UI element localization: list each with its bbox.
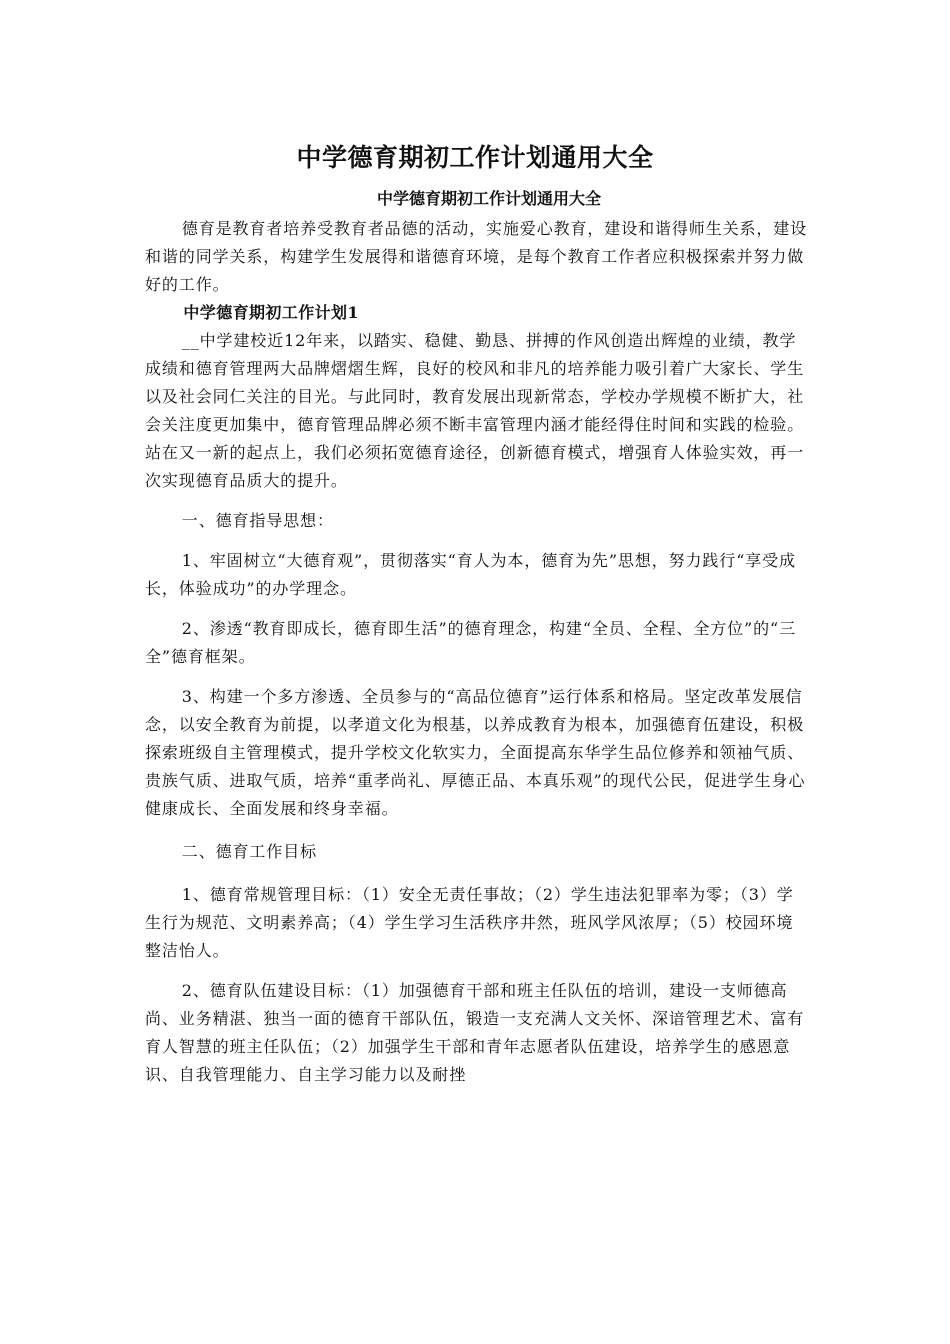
body-paragraph: 3、构建一个多方渗透、全员参与的“高品位德育”运行体系和格局。坚定改革发展信念，以安全教育为前提，以孝道文化为根基，以养成教育为根本，加强德育伍建设，积极探索班级自主管理模式，提升学校文化软实力，全面提高东华学生品位修养和领袖气质、贵族气质、进取气质，培养“重孝尚礼、厚德正品、本真乐观”的现代公民，促进学生身心健康成长、全面发展和终身幸福。 xyxy=(145,687,806,818)
plan-heading: 中学德育期初工作计划1 xyxy=(183,303,359,322)
section-heading-guiding-thought: 一、德育指导思想： xyxy=(181,511,334,530)
body-paragraph: 2、德育队伍建设目标：（1）加强德育干部和班主任队伍的培训，建设一支师德高尚、业务精湛、独当一面的德育干部队伍，锻造一支充满人文关怀、深谙管理艺术、富有育人智慧的班主任队伍；（2）加强学生干部和青年志愿者队伍建设，培养学生的感恩意识、自我管理能力、自主学习能力以及耐挫 xyxy=(145,981,805,1084)
document-subtitle: 中学德育期初工作计划通用大全 xyxy=(376,189,601,208)
body-paragraph: 2、渗透“教育即成长，德育即生活”的德育理念，构建“全员、全程、全方位”的“三全”德育框架。 xyxy=(145,619,796,666)
body-paragraph: 1、德育常规管理目标：（1）安全无责任事故；（2）学生违法犯罪率为零；（3）学生行为规范、文明素养高；（4）学生学习生活秩序井然，班风学风浓厚；（5）校园环境整洁怡人。 xyxy=(145,885,794,960)
intro-paragraph: 德育是教育者培养受教育者品德的活动，实施爱心教育，建设和谐得师生关系，建设和谐的同学关系，构建学生发展得和谐德育环境，是每个教育工作者应积极探索并努力做好的工作。 xyxy=(145,219,808,294)
body-paragraph: __中学建校近12年来，以踏实、稳健、勤恳、拼搏的作风创造出辉煌的业绩，教学成绩和德育管理两大品牌熠熠生辉，良好的校风和非凡的培养能力吸引着广大家长、学生以及社会同仁关注的目光。与此同时，教育发展出现新常态，学校办学规模不断扩大，社会关注度更加集中，德育管理品牌必须不断丰富管理内涵才能经得住时间和实践的检验。站在又一新的起点上，我们必须拓宽德育途径，创新德育模式，增强育人体验实效，再一次实现德育品质大的提升。 xyxy=(145,331,805,490)
section-heading-work-goals: 二、德育工作目标 xyxy=(181,842,317,861)
body-paragraph: 1、牢固树立“大德育观”，贯彻落实“育人为本，德育为先”思想，努力践行“享受成长，体验成功”的办学理念。 xyxy=(145,551,796,598)
document-title: 中学德育期初工作计划通用大全 xyxy=(296,143,654,172)
document-body xyxy=(145,215,810,1089)
